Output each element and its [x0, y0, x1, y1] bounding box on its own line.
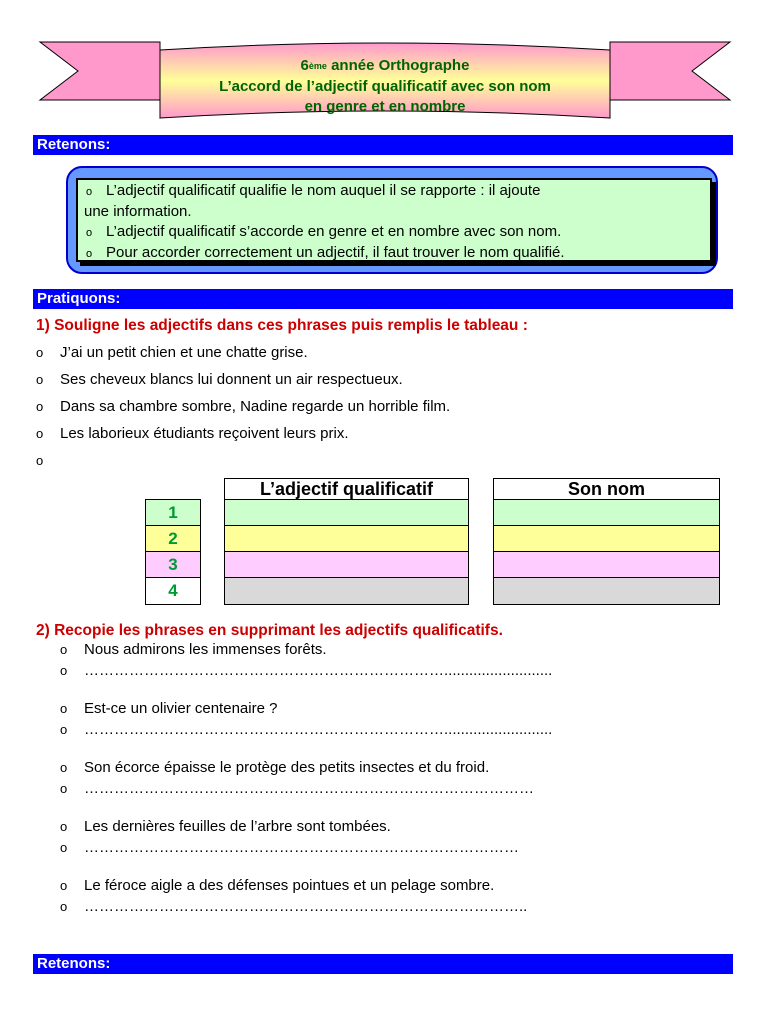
- exercise-2-sentence: o Est-ce un olivier centenaire ?: [60, 700, 278, 717]
- exercise-2-answer-line[interactable]: o ……………………………………………………………………………: [60, 839, 519, 856]
- exercise-2-title: 2) Recopie les phrases en supprimant les adjectifs qualificatifs.: [36, 622, 503, 639]
- table-header-adjective: L’adjectif qualificatif: [225, 479, 468, 500]
- table-adjective-column: [224, 478, 469, 605]
- table-row-number: 2: [146, 526, 200, 552]
- banner-title: [160, 56, 610, 117]
- table-header-noun: Son nom: [494, 479, 719, 500]
- rule-line-4: o Pour accorder correctement un adjectif, il faut trouver le nom qualifié.: [86, 244, 565, 261]
- rule-line-1: o L’adjectif qualificatif qualifie le nom auquel il se rapporte : il ajoute: [86, 182, 541, 199]
- table-cell-adjective[interactable]: [225, 526, 468, 552]
- table-number-column: [145, 499, 201, 605]
- exercise-1-sentence-empty: o: [36, 453, 44, 468]
- exercise-2-sentence: o Nous admirons les immenses forêts.: [60, 641, 327, 658]
- section-retenons: Retenons:: [33, 135, 733, 155]
- section-pratiquons: Pratiquons:: [33, 289, 733, 309]
- exercise-2-answer-line[interactable]: o ………………………………………………………………..........................: [60, 662, 553, 679]
- exercise-2-answer-line[interactable]: o ………………………………………………………………………………: [60, 780, 534, 797]
- table-row-number: 1: [146, 500, 200, 526]
- exercise-2-answer-line[interactable]: o ……………………………………………………………………………..: [60, 898, 528, 915]
- table-cell-adjective[interactable]: [225, 552, 468, 578]
- table-noun-column: [493, 478, 720, 605]
- exercise-2-sentence: o Son écorce épaisse le protège des petits insectes et du froid.: [60, 759, 490, 776]
- rule-box: [76, 178, 712, 262]
- banner-line-3: en genre et en nombre: [304, 98, 466, 115]
- exercise-1-sentence: o Les laborieux étudiants reçoivent leurs prix.: [36, 425, 349, 442]
- exercise-2-sentence: o Les dernières feuilles de l’arbre sont tombées.: [60, 818, 391, 835]
- exercise-2-answer-line[interactable]: o ………………………………………………………………..........................: [60, 721, 553, 738]
- exercise-1-title: 1) Souligne les adjectifs dans ces phrases puis remplis le tableau :: [36, 317, 528, 334]
- rule-line-2: une information.: [84, 203, 192, 220]
- exercise-1-sentence: o Dans sa chambre sombre, Nadine regarde un horrible film.: [36, 398, 451, 415]
- exercise-2-sentence: o Le féroce aigle a des défenses pointues et un pelage sombre.: [60, 877, 495, 894]
- table-cell-noun[interactable]: [494, 526, 719, 552]
- table-row-number: 4: [146, 578, 200, 604]
- exercise-1-sentence: o Ses cheveux blancs lui donnent un air respectueux.: [36, 371, 403, 388]
- table-cell-noun[interactable]: [494, 552, 719, 578]
- exercise-1-sentence: o J’ai un petit chien et une chatte grise.: [36, 344, 308, 361]
- table-cell-adjective[interactable]: [225, 578, 468, 604]
- table-cell-adjective[interactable]: [225, 500, 468, 526]
- table-row-number: 3: [146, 552, 200, 578]
- banner-line-2: L’accord de l’adjectif qualificatif avec son nom: [219, 78, 551, 95]
- banner-line-1: 6ème année Orthographe: [300, 57, 470, 74]
- rule-line-3: o L’adjectif qualificatif s’accorde en genre et en nombre avec son nom.: [86, 223, 562, 240]
- table-cell-noun[interactable]: [494, 578, 719, 604]
- section-retenons-bottom: Retenons:: [33, 954, 733, 974]
- table-cell-noun[interactable]: [494, 500, 719, 526]
